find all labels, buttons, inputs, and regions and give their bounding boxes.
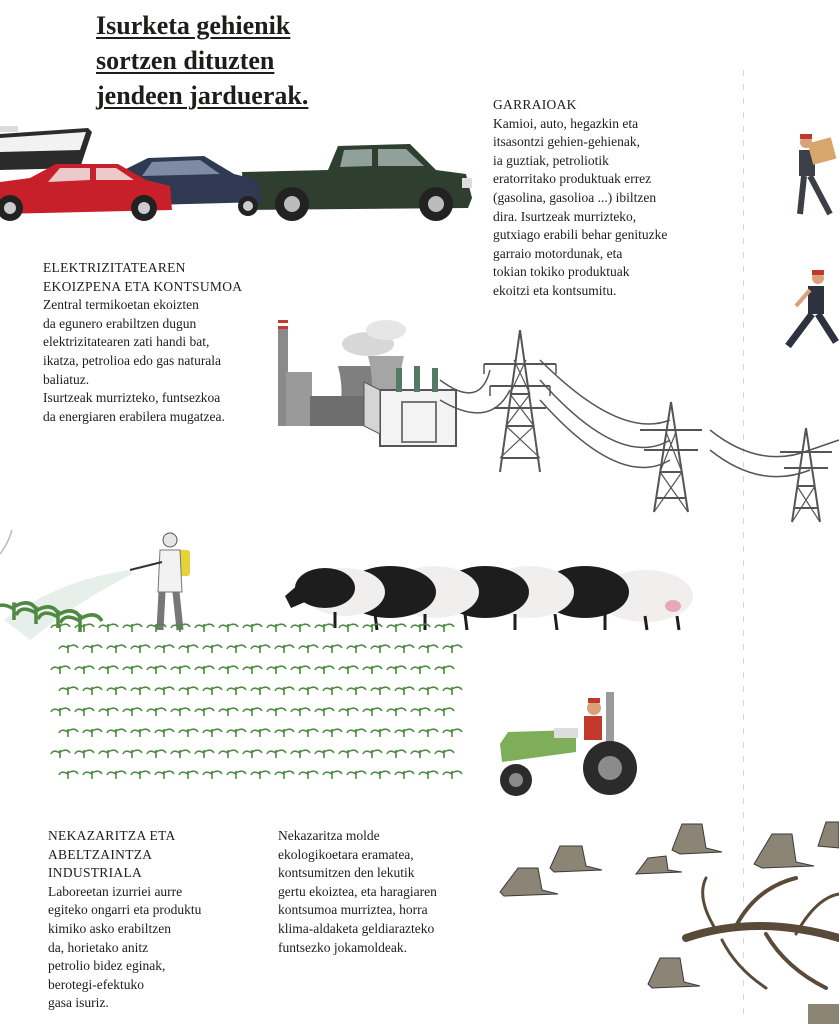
crop-seedling-icon (131, 645, 150, 653)
crop-seedling-icon (179, 687, 198, 695)
crop-seedling-icon (323, 771, 342, 779)
crop-seedling-icon (195, 708, 214, 716)
crop-seedling-icon (315, 666, 334, 674)
solutions-line: gertu ekoiztea, eta haragiaren (278, 883, 437, 899)
tractor-icon (494, 690, 644, 800)
electricity-line: da egunero erabiltzen dugun (43, 315, 197, 331)
transport-line: tokian tokiko produktuak (493, 264, 630, 280)
crop-seedling-icon (51, 708, 70, 716)
crop-seedling-icon (251, 645, 270, 653)
crop-seedling-icon (155, 687, 174, 695)
crop-seedling-icon (387, 624, 406, 632)
crop-seedling-icon (291, 666, 310, 674)
crop-seedling-icon (363, 666, 382, 674)
cut-tree-icon (686, 878, 839, 988)
crop-seedling-icon (419, 729, 438, 737)
crop-seedling-icon (291, 708, 310, 716)
agriculture-line: petrolio bidez eginak, (48, 958, 166, 974)
crop-seedling-icon (267, 750, 286, 758)
crop-seedling-icon (275, 771, 294, 779)
solutions-line: funtsezko jokamoldeak. (278, 939, 407, 955)
crop-seedling-icon (123, 750, 142, 758)
crop-seedling-icon (75, 624, 94, 632)
crop-seedling-icon (419, 771, 438, 779)
agriculture-heading-line: NEKAZARITZA ETA (48, 828, 176, 843)
crop-seedling-icon (227, 687, 246, 695)
crop-seedling-icon (60, 614, 102, 632)
solutions-section (278, 827, 498, 957)
crop-seedling-icon (107, 687, 126, 695)
crop-seedling-icon (315, 624, 334, 632)
pylon-icon (776, 428, 838, 522)
crop-seedling-icon (443, 771, 462, 779)
crop-seedling-icon (75, 666, 94, 674)
crop-seedling-icon (291, 750, 310, 758)
crop-seedling-icon (171, 708, 190, 716)
delivery-man-icon (796, 132, 839, 222)
crop-seedling-icon (227, 771, 246, 779)
crop-seedling-icon (75, 750, 94, 758)
crop-seedling-icon (443, 645, 462, 653)
agriculture-line: kimiko asko erabiltzen (48, 920, 171, 936)
crop-seedling-icon (387, 666, 406, 674)
crop-seedling-icon (147, 666, 166, 674)
crop-seedling-icon (323, 645, 342, 653)
crop-seedling-icon (347, 729, 366, 737)
electricity-heading-line: EKOIZPENA ETA KONTSUMOA (43, 278, 243, 294)
crop-seedling-icon (275, 687, 294, 695)
crop-seedling-icon (99, 624, 118, 632)
crop-seedling-icon (435, 750, 454, 758)
electricity-line: elektrizitatearen zati handi bat, (43, 334, 210, 350)
crop-seedling-icon (83, 771, 102, 779)
crop-seedling-icon (51, 666, 70, 674)
crop-seedling-icon (443, 687, 462, 695)
transport-heading: GARRAIOAK (493, 97, 577, 112)
crop-seedling-icon (155, 645, 174, 653)
crop-seedling-icon (131, 771, 150, 779)
crop-seedling-icon (299, 645, 318, 653)
crop-seedling-icon (171, 666, 190, 674)
crop-seedling-icon (155, 771, 174, 779)
crop-seedling-icon (219, 624, 238, 632)
crop-seedling-icon (251, 771, 270, 779)
crop-seedling-icon (123, 708, 142, 716)
crop-seedling-icon (371, 687, 390, 695)
crop-seedling-icon (59, 771, 78, 779)
crop-seedling-icon (363, 624, 382, 632)
crop-seedling-icon (299, 729, 318, 737)
transport-line: ia guztiak, petroliotik (493, 152, 609, 168)
agriculture-line: Laboreetan izurriei aurre (48, 883, 183, 899)
crop-seedling-icon (395, 729, 414, 737)
deforestation (496, 818, 839, 1024)
crop-seedling-icon (363, 750, 382, 758)
crop-seedling-icon (147, 750, 166, 758)
crop-seedling-icon (371, 771, 390, 779)
crop-seedling-icon (435, 708, 454, 716)
transport-line: (gasolina, gasolioa ...) ibiltzen (493, 189, 657, 205)
crop-seedling-icon (411, 708, 430, 716)
solutions-line: ekologikoetara eramatea, (278, 846, 414, 862)
crop-seedling-icon (131, 729, 150, 737)
crop-seedling-icon (339, 750, 358, 758)
crop-seedling-icon (323, 729, 342, 737)
tree-stump-icon (636, 856, 682, 874)
crop-seedling-icon (315, 750, 334, 758)
crop-seedling-icon (243, 708, 262, 716)
crop-seedling-icon (227, 729, 246, 737)
crop-seedling-icon (291, 624, 310, 632)
crop-seedling-icon (363, 708, 382, 716)
crop-seedling-icon (299, 771, 318, 779)
crop-seedling-icon (251, 687, 270, 695)
agriculture-line: gasa isuriz. (48, 995, 109, 1011)
agriculture-section (48, 827, 248, 1013)
electricity-line: baliatuz. (43, 371, 90, 387)
crop-seedling-icon (411, 624, 430, 632)
title-line-3: jendeen jarduerak. (96, 81, 309, 110)
crop-seedling-icon (219, 708, 238, 716)
crop-seedling-icon (179, 729, 198, 737)
crop-seedling-icon (131, 687, 150, 695)
crop-seedling-icon (51, 624, 70, 632)
solutions-line: Nekazaritza molde (278, 828, 380, 843)
crop-seedling-icon (443, 729, 462, 737)
solutions-line: kontsumitzen den lekutik (278, 865, 415, 881)
crop-seedling-icon (275, 645, 294, 653)
crop-seedling-icon (155, 729, 174, 737)
crop-seedling-icon (179, 645, 198, 653)
crop-seedling-icon (395, 645, 414, 653)
crop-seedling-icon (347, 687, 366, 695)
crop-seedling-icon (203, 645, 222, 653)
transport-section (493, 96, 733, 301)
electricity-line: ikatza, petrolioa edo gas naturala (43, 352, 222, 368)
transport-line: eratorritako produktuak errez (493, 171, 652, 187)
electricity-heading-line: ELEKTRIZITATEAREN (43, 260, 186, 275)
crop-seedling-icon (411, 666, 430, 674)
crop-seedling-icon (147, 624, 166, 632)
transport-line: gutxiago erabili behar genituzke (493, 227, 668, 243)
agriculture-heading-line: INDUSTRIALA (48, 865, 143, 881)
crop-seedling-icon (195, 624, 214, 632)
crop-seedling-icon (83, 687, 102, 695)
crop-seedling-icon (99, 708, 118, 716)
tree-stump-icon (754, 834, 814, 868)
title-line-2: sortzen dituzten (96, 46, 275, 75)
crop-seedling-icon (435, 624, 454, 632)
transport-line: dira. Isurtzeak murrizteko, (493, 208, 637, 224)
tree-stump-icon (648, 958, 700, 988)
tree-stump-icon (550, 846, 602, 872)
crop-seedling-icon (59, 645, 78, 653)
solutions-line: kontsumoa murriztea, horra (278, 902, 428, 918)
crop-seedling-icon (419, 687, 438, 695)
crop-seedling-icon (219, 750, 238, 758)
crop-seedling-icon (243, 666, 262, 674)
crop-seedling-icon (371, 729, 390, 737)
transport-line: ekoitzi eta kontsumitu. (493, 282, 617, 298)
crop-seedling-icon (267, 666, 286, 674)
crop-seedling-icon (83, 645, 102, 653)
crop-seedling-icon (123, 666, 142, 674)
crop-seedling-icon (315, 708, 334, 716)
crop-seedling-icon (203, 729, 222, 737)
agriculture-line: berotegi-efektuko (48, 976, 144, 992)
crop-seedling-icon (347, 645, 366, 653)
red-car-icon (0, 158, 175, 224)
pylon-icon (480, 330, 560, 472)
crop-seedling-icon (99, 750, 118, 758)
crop-seedling-icon (179, 771, 198, 779)
crop-field-icon (0, 570, 480, 800)
crop-seedling-icon (51, 750, 70, 758)
pickup-truck-icon (240, 140, 475, 224)
crop-seedling-icon (347, 771, 366, 779)
crop-seedling-icon (59, 687, 78, 695)
title-line-1: Isurketa gehienik (96, 11, 291, 40)
crop-seedling-icon (339, 708, 358, 716)
crop-seedling-icon (243, 750, 262, 758)
tree-stump-icon (818, 822, 839, 848)
crop-seedling-icon (107, 771, 126, 779)
electricity-section (43, 259, 273, 426)
crop-seedling-icon (203, 687, 222, 695)
tree-stump-icon (672, 824, 722, 854)
crop-seedling-icon (219, 666, 238, 674)
crop-seedling-icon (339, 624, 358, 632)
crop-seedling-icon (275, 729, 294, 737)
crop-seedling-icon (195, 666, 214, 674)
crop-seedling-icon (251, 729, 270, 737)
crop-seedling-icon (227, 645, 246, 653)
pylon-icon (636, 402, 706, 512)
electricity-line: Zentral termikoetan ekoizten (43, 297, 199, 313)
crop-seedling-icon (75, 708, 94, 716)
crop-seedling-icon (59, 729, 78, 737)
crop-seedling-icon (395, 687, 414, 695)
crop-seedling-icon (99, 666, 118, 674)
electricity-line: da energiaren erabilera mugatzea. (43, 408, 225, 424)
crop-seedling-icon (435, 666, 454, 674)
crop-seedling-icon (323, 687, 342, 695)
agriculture-line: da, horietako anitz (48, 939, 149, 955)
transport-line: Kamioi, auto, hegazkin eta (493, 115, 639, 131)
crop-seedling-icon (371, 645, 390, 653)
crop-seedling-icon (267, 708, 286, 716)
crop-seedling-icon (387, 708, 406, 716)
transport-line: itsasontzi gehien-gehienak, (493, 134, 640, 150)
crop-seedling-icon (267, 624, 286, 632)
crop-seedling-icon (171, 624, 190, 632)
crop-seedling-icon (387, 750, 406, 758)
crop-seedling-icon (107, 645, 126, 653)
page-title (96, 8, 308, 113)
crop-seedling-icon (411, 750, 430, 758)
crop-seedling-icon (299, 687, 318, 695)
crop-seedling-icon (123, 624, 142, 632)
crop-seedling-icon (83, 729, 102, 737)
tree-stump-icon (500, 868, 558, 896)
agriculture-heading-line: ABELTZAINTZA (48, 846, 153, 862)
crop-seedling-icon (147, 708, 166, 716)
crop-seedling-icon (395, 771, 414, 779)
electricity-line: Isurtzeak murrizteko, funtsezkoa (43, 390, 221, 406)
crop-seedling-icon (195, 750, 214, 758)
crop-seedling-icon (203, 771, 222, 779)
crop-seedling-icon (171, 750, 190, 758)
crop-seedling-icon (243, 624, 262, 632)
agriculture-line: egiteko ongarri eta produktu (48, 902, 202, 918)
crop-seedling-icon (107, 729, 126, 737)
solutions-line: klima-aldaketa geldiarazteko (278, 920, 435, 936)
crop-seedling-icon (339, 666, 358, 674)
crop-seedling-icon (419, 645, 438, 653)
transport-line: garraio motordunak, eta (493, 245, 623, 261)
